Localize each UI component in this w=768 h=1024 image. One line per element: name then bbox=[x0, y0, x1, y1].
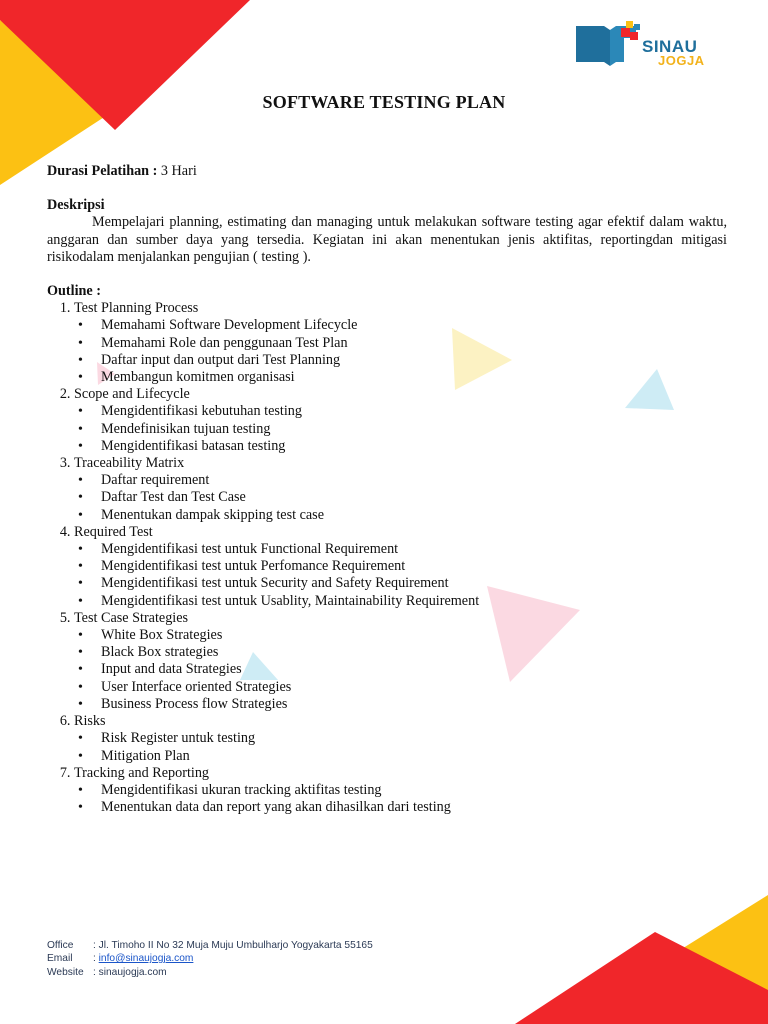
document-body bbox=[47, 163, 727, 816]
outline-section bbox=[74, 455, 727, 524]
list-item: • Mengidentifikasi ukuran tracking aktifitas testing bbox=[101, 782, 727, 799]
list-item: • Risk Register untuk testing bbox=[101, 730, 727, 747]
list-item: • Mengidentifikasi batasan testing bbox=[101, 438, 727, 455]
list-item: • Daftar Test dan Test Case bbox=[101, 489, 727, 506]
list-item: • Mengidentifikasi test untuk Usablity, Maintainability Requirement bbox=[101, 593, 727, 610]
section-items bbox=[74, 403, 727, 455]
footer-contact bbox=[47, 939, 373, 979]
list-item: • Menentukan dampak skipping test case bbox=[101, 507, 727, 524]
list-item: • Mendefinisikan tujuan testing bbox=[101, 421, 727, 438]
list-item: • Mengidentifikasi kebutuhan testing bbox=[101, 403, 727, 420]
list-item: • Memahami Role dan penggunaan Test Plan bbox=[101, 335, 727, 352]
section-items bbox=[74, 472, 727, 524]
outline-heading: Outline : bbox=[47, 283, 101, 300]
outline-section bbox=[74, 524, 727, 610]
footer-office-row bbox=[47, 939, 373, 952]
list-item: • Mitigation Plan bbox=[101, 748, 727, 765]
list-item: • Daftar input dan output dari Test Planning bbox=[101, 352, 727, 369]
footer-website-row bbox=[47, 966, 373, 979]
duration-value: 3 Hari bbox=[157, 163, 197, 179]
section-title: Required Test bbox=[74, 523, 153, 540]
list-item: • Input and data Strategies bbox=[101, 661, 727, 678]
footer-email-prefix: : bbox=[93, 953, 99, 965]
logo-text-jogja: JOGJA bbox=[658, 53, 705, 68]
section-title: Risks bbox=[74, 713, 106, 730]
section-items bbox=[74, 317, 727, 386]
outline-list bbox=[47, 300, 727, 816]
list-item: • Daftar requirement bbox=[101, 472, 727, 489]
list-item: • Memahami Software Development Lifecycle bbox=[101, 317, 727, 334]
list-item: • Mengidentifikasi test untuk Functional Requirement bbox=[101, 541, 727, 558]
outline-section bbox=[74, 713, 727, 765]
list-item: • User Interface oriented Strategies bbox=[101, 679, 727, 696]
book-left-icon bbox=[576, 26, 610, 66]
footer-email-link[interactable]: info@sinaujogja.com bbox=[98, 953, 194, 965]
list-item: • Mengidentifikasi test untuk Perfomance Requirement bbox=[101, 558, 727, 575]
section-title: Tracking and Reporting bbox=[74, 764, 210, 781]
list-item: • Membangun komitmen organisasi bbox=[101, 369, 727, 386]
footer-email-row bbox=[47, 952, 373, 965]
list-item: • Business Process flow Strategies bbox=[101, 696, 727, 713]
outline-section bbox=[74, 610, 727, 713]
section-title: Scope and Lifecycle bbox=[74, 386, 190, 403]
section-title: Test Case Strategies bbox=[74, 609, 189, 626]
section-title: Test Planning Process bbox=[74, 300, 199, 317]
section-title: Traceability Matrix bbox=[74, 455, 185, 472]
footer-website-value: : sinaujogja.com bbox=[93, 966, 167, 978]
logo-text-sinau: SINAU bbox=[642, 37, 698, 56]
section-items bbox=[74, 541, 727, 610]
list-item: • Mengidentifikasi test untuk Security and Safety Requirement bbox=[101, 575, 727, 592]
description-heading: Deskripsi bbox=[47, 197, 105, 214]
footer-email-label: Email bbox=[47, 953, 73, 965]
list-item: • Menentukan data dan report yang akan dihasilkan dari testing bbox=[101, 799, 727, 816]
section-items bbox=[74, 627, 727, 713]
outline-section bbox=[74, 300, 727, 386]
section-items bbox=[74, 782, 727, 816]
footer-office-value: : Jl. Timoho II No 32 Muja Muju Umbulharjo Yogyakarta 55165 bbox=[93, 940, 373, 951]
outline-section bbox=[74, 386, 727, 455]
list-item: • White Box Strategies bbox=[101, 627, 727, 644]
list-item: • Black Box strategies bbox=[101, 644, 727, 661]
page-title: SOFTWARE TESTING PLAN bbox=[262, 92, 506, 112]
section-items bbox=[74, 730, 727, 764]
duration-label: Durasi Pelatihan : bbox=[47, 163, 158, 179]
footer-office-label: Office bbox=[47, 940, 74, 951]
description-text: Mempelajari planning, estimating dan managing untuk melakukan software testing agar efektif dalam waktu, anggaran dan sumber daya yang tersedia. Kegiatan ini akan menentukan jenis aktifitas, reportingdan mitigasi risikodalam menjalankan pengujian ( testing ). bbox=[47, 214, 727, 265]
duration-line bbox=[47, 163, 727, 180]
footer-website-label: Website bbox=[47, 966, 84, 978]
outline-section bbox=[74, 765, 727, 817]
